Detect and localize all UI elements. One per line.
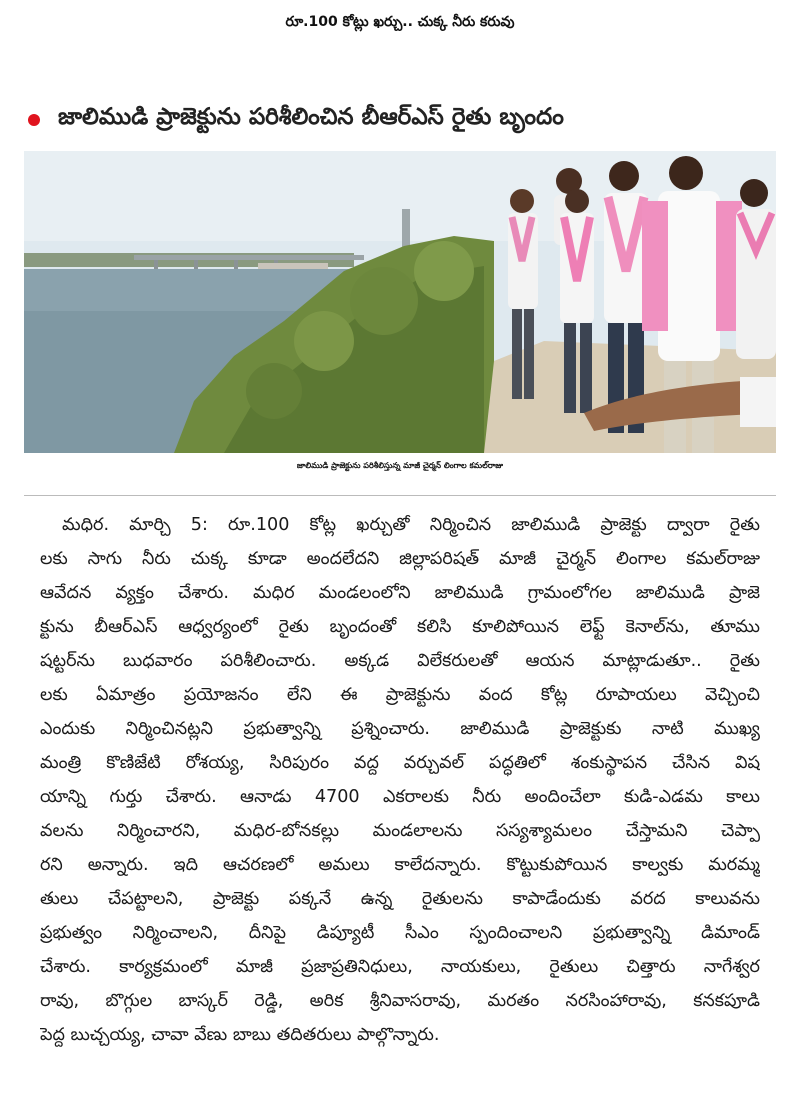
article-line: క్టును బీఆర్ఎస్ ఆధ్వర్యంలో రైతు బృందంతో కలిసి కూలిపోయిన లెఫ్ట్ కెనాల్‌ను, తూము [40, 617, 760, 637]
headline: రూ.100 కోట్లు ఖర్చు.. చుక్క నీరు కరువు [285, 14, 515, 30]
red-bullet-icon [28, 114, 40, 126]
article-line: లకు సాగు నీరు చుక్క కూడా అందలేదని జిల్లాపరిషత్ మాజీ చైర్మన్ లింగాల కమల్‌రాజు [40, 549, 760, 569]
article-line: ప్రభుత్వం నిర్మించాలని, దీనిపై డిప్యూటీ సీఎం స్పందించాలని ప్రభుత్వాన్ని డిమాండ్ [40, 923, 760, 943]
article-line: షట్టర్‌ను బుధవారం పరిశీలించారు. అక్కడ విలేకరులతో ఆయన మాట్లాడుతూ.. రైతు [40, 651, 760, 671]
article-body [40, 508, 760, 1052]
article-line: మధిర. మార్చి 5: రూ.100 కోట్ల ఖర్చుతో నిర్మించిన జాలిముడి ప్రాజెక్టు ద్వారా రైతు [62, 515, 760, 535]
photo-illustration [24, 151, 776, 453]
article-line: రావు, బొగ్గుల బాస్కర్ రెడ్డి, అరిక శ్రీనివాసరావు, మరతం నరసింహారావు, కనకపూడి [40, 991, 760, 1011]
article-line: పెద్ద బుచ్చయ్య, చావా వేణు బాబు తదితరులు పాల్గొన్నారు. [40, 1025, 440, 1045]
article-line: చేశారు. కార్యక్రమంలో మాజీ ప్రజాప్రతినిధులు, నాయకులు, రైతులు చిత్తారు నాగేశ్వర [40, 957, 760, 977]
photo-caption: జాలిముడి ప్రాజెక్టును పరిశీలిస్తున్న మాజీ చైర్మన్ లింగాల కమల్‌రాజు [296, 461, 504, 470]
article-line: రని అన్నారు. ఇది ఆచరణలో అమలు కాలేదన్నారు. కొట్టుకుపోయిన కాల్వకు మరమ్మ [40, 855, 760, 875]
article-line: ఆవేదన వ్యక్తం చేశారు. మధిర మండలంలోని జాలిముడి గ్రామంలోగల జాలిముడి ప్రాజె [40, 583, 760, 603]
article-line: మంత్రి కొణిజేటి రోశయ్య, సిరిపురం వద్ద వర్చువల్ పద్ధతిలో శంకుస్థాపన చేసిన విష [40, 753, 760, 773]
bridge [134, 255, 364, 260]
article-line: లకు ఏమాత్రం ప్రయోజనం లేని ఈ ప్రాజెక్టును వంద కోట్ల రూపాయలు వెచ్చించి [40, 685, 760, 705]
news-photo [24, 151, 776, 453]
article-line: తులు చేపట్టాలని, ప్రాజెక్టు పక్కనే ఉన్న రైతులను కాపాడేందుకు వరద కాలువను [40, 889, 760, 909]
caption-divider [24, 495, 776, 496]
article-line: ఎందుకు నిర్మించినట్లని ప్రభుత్వాన్ని ప్రశ్నించారు. జాలిముడి ప్రాజెక్టుకు నాటి ముఖ్య [40, 719, 760, 739]
article-line: వలను నిర్మించారని, మధిర-బోనకల్లు మండలాలను సస్యశ్యామలం చేస్తామని చెప్పా [40, 821, 760, 841]
subheadline: జాలిముడి ప్రాజెక్టును పరిశీలించిన బీఆర్ఎస్ రైతు బృందం [58, 104, 564, 130]
article-line: యాన్ని గుర్తు చేశారు. ఆనాడు 4700 ఎకరాలకు నీరు అందించేలా కుడి-ఎడమ కాలు [40, 787, 760, 807]
subheadline-row [28, 104, 564, 136]
